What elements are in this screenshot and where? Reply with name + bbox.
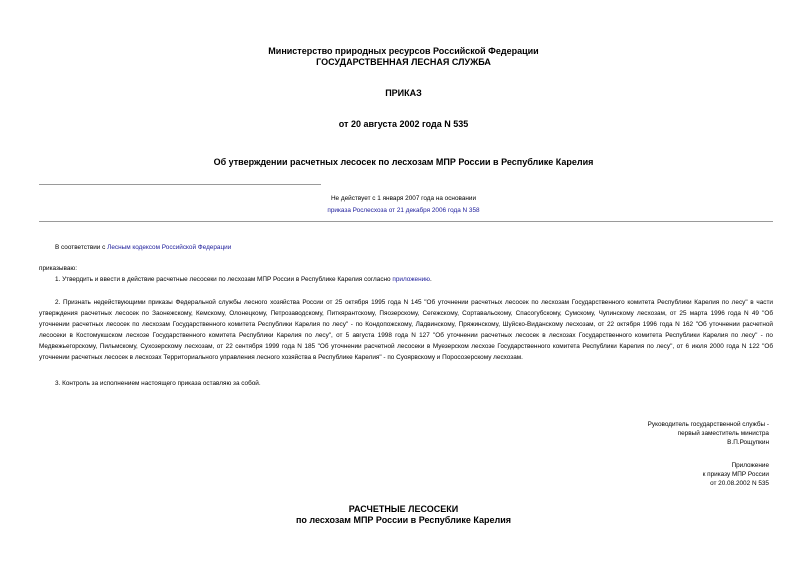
item-2: 2. Признать недействующими приказы Федеральной службы лесного хозяйства России от 25 октября 1995 года N 145 "Об уточнении расчетных лесосек по лесхозам Государственного комитета Республики Карелия по лесу" в части утверждения расчетных лесосек по Заонежскому, Кемскому, Олонецкому, Петрозаводскому, Питкярантскому, Пяозерскому, Сегежскому, Сортавальскому, Спасогубскому, Сумскому, Чупинскому лесхозам, от 25 марта 1996 года N 49 "Об уточнении расчетных лесосек по лесхозам Государственного комитета Республики Карелия по лесу" - по Кондопожскому, Ладвинскому, Пряжинскому, Шуйско-Виданскому лесхозам, от 22 октября 1996 года N 162 "Об уточнении расчетной лесосеки в Костомукшском лесхозе Государственного комитета Республики Карелия по лесу", от 5 августа 1998 года N 127 "Об уточнении расчетных лесосек в лесхозах Государственного комитета Республики Карелия по лесу" - по Медвежьегорскому, Пильмскому, Сухозерскому лесхозам, от 22 сентября 1999 года N 185 "Об уточнении расчетной лесосеки в Муезерском лесхозе Государственного комитета Республики Карелия по лесу", от 6 июля 2000 года N 122 "Об уточнении расчетных лесосек в лесхозах Территориального управления лесного хозяйства в Республике Карелия" - по Суоярвскому и Поросозерскому лесхозам. xyxy=(39,299,773,361)
basis-line xyxy=(55,244,231,252)
item-1-suffix: . xyxy=(429,276,432,283)
signature-name: В.П.Рощупкин xyxy=(727,439,769,446)
item-1-text: 1. Утвердить и ввести в действие расчетные лесосеки по лесхозам МПР России в Республике Карелия согласно xyxy=(55,276,393,283)
appendix-date: от 20.08.2002 N 535 xyxy=(710,480,769,487)
divider-short xyxy=(39,184,321,185)
service-title: ГОСУДАРСТВЕННАЯ ЛЕСНАЯ СЛУЖБА xyxy=(316,57,491,67)
status-link[interactable]: приказа Рослесхоза от 21 декабря 2006 года N 358 xyxy=(327,207,480,214)
item-3: 3. Контроль за исполнением настоящего приказа оставляю за собой. xyxy=(55,380,261,387)
signature-block xyxy=(648,420,769,447)
ministry-title: Министерство природных ресурсов Российской Федерации xyxy=(268,46,539,56)
appendix-link[interactable]: приложению xyxy=(392,276,430,283)
signature-position: Руководитель государственной службы - xyxy=(647,421,769,428)
item-1 xyxy=(55,276,432,284)
signature-title: первый заместитель министра xyxy=(677,430,769,437)
appendix-order: к приказу МПР России xyxy=(702,471,769,478)
status-link-row xyxy=(0,207,807,215)
forest-code-link[interactable]: Лесным кодексом Российской Федерации xyxy=(107,244,232,251)
basis-prefix: В соответствии с xyxy=(55,244,108,251)
appendix-subtitle: по лесхозам МПР России в Республике Карелия xyxy=(295,515,512,525)
appendix-title: РАСЧЕТНЫЕ ЛЕСОСЕКИ xyxy=(348,504,459,514)
order-word: приказываю: xyxy=(39,265,77,272)
divider-long xyxy=(39,221,773,222)
doc-date: от 20 августа 2002 года N 535 xyxy=(338,119,469,129)
appendix-label: Приложение xyxy=(731,462,769,469)
status-note: Не действует с 1 января 2007 года на основании xyxy=(330,195,477,202)
doc-type: ПРИКАЗ xyxy=(385,88,422,98)
appendix-block xyxy=(703,461,769,488)
doc-subject: Об утверждении расчетных лесосек по лесхозам МПР России в Республике Карелия xyxy=(213,157,594,167)
